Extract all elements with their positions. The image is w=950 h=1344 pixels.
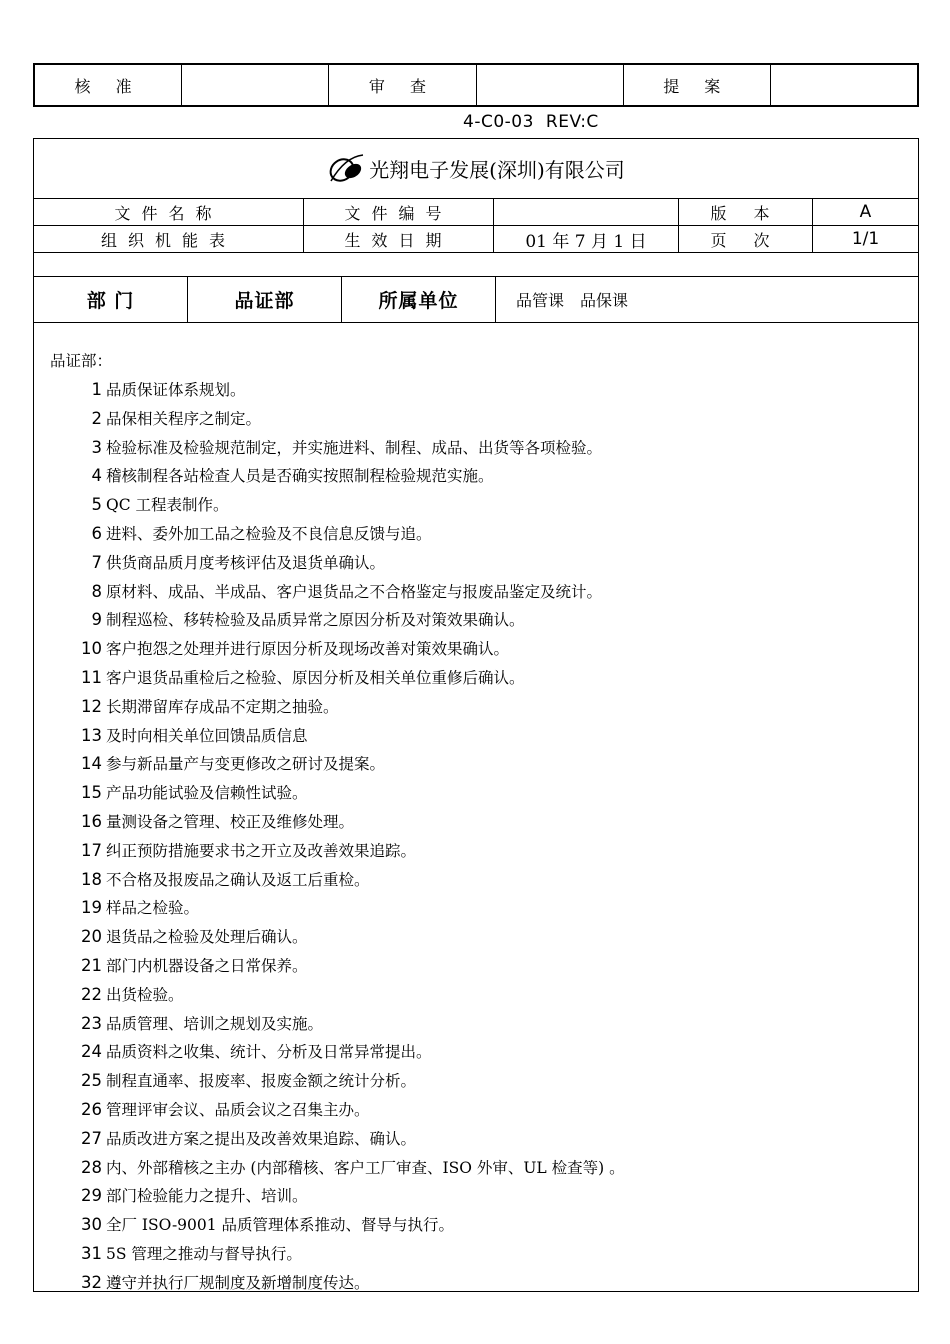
responsibilities-section [34, 323, 918, 1301]
item-number: 16 [81, 811, 102, 831]
doc-no-value [494, 199, 679, 225]
list-item [50, 1272, 918, 1301]
list-item [50, 609, 918, 638]
list-item [50, 638, 918, 667]
version-value: A [859, 202, 872, 222]
item-number: 8 [91, 581, 102, 601]
item-text: 客户抱怨之处理并进行原因分析及现场改善对策效果确认。 [106, 640, 510, 659]
list-item [50, 667, 918, 696]
item-text: 退货品之检验及处理后确认。 [106, 928, 308, 947]
item-text: QC 工程表制作。 [106, 496, 229, 515]
item-number: 28 [81, 1157, 102, 1177]
item-text: 量测设备之管理、校正及维修处理。 [106, 812, 355, 831]
document-form [33, 138, 919, 1292]
spacer-cell [34, 253, 918, 276]
list-item [50, 1157, 918, 1186]
item-number: 29 [81, 1186, 102, 1206]
approve-label: 核 准 [35, 65, 182, 105]
list-item [50, 811, 918, 840]
item-text: 产品功能试验及信赖性试验。 [106, 784, 308, 803]
item-text: 出货检验。 [106, 985, 184, 1004]
list-item [50, 1070, 918, 1099]
list-item [50, 782, 918, 811]
item-text: 纠正预防措施要求书之开立及改善效果追踪。 [106, 841, 417, 860]
list-item [50, 581, 918, 610]
item-text: 部门内机器设备之日常保养。 [106, 956, 308, 975]
unit-value: 品管课 品保课 [516, 291, 629, 310]
list-item [50, 1099, 918, 1128]
list-item [50, 1243, 918, 1272]
item-text: 稽核制程各站检查人员是否确实按照制程检验规范实施。 [106, 467, 494, 486]
unit-label: 所属单位 [342, 277, 496, 322]
doc-code: 4-C0-03 [463, 112, 534, 132]
item-text: 检验标准及检验规范制定，并实施进料、制程、成品、出货等各项检验。 [106, 438, 603, 457]
item-text: 部门检验能力之提升、培训。 [106, 1187, 308, 1206]
list-item [50, 552, 918, 581]
list-item [50, 437, 918, 466]
item-text: 品质资料之收集、统计、分析及日常异常提出。 [106, 1043, 432, 1062]
department-value: 品证部 [188, 277, 342, 322]
doc-no-label: 文件编号 [304, 199, 494, 225]
item-text: 制程直通率、报废率、报废金额之统计分析。 [106, 1072, 417, 1091]
item-number: 10 [81, 639, 102, 659]
item-number: 5 [91, 495, 102, 515]
list-item [50, 926, 918, 955]
doc-name-value: 组织机能表 [34, 226, 304, 252]
header-row-2 [34, 226, 918, 253]
item-number: 21 [81, 955, 102, 975]
list-item [50, 1128, 918, 1157]
list-item [50, 379, 918, 408]
item-text: 管理评审会议、品质会议之召集主办。 [106, 1100, 370, 1119]
review-label: 审 查 [329, 65, 476, 105]
list-item [50, 1214, 918, 1243]
document-number [463, 112, 599, 132]
item-text: 品保相关程序之制定。 [106, 409, 262, 428]
header-row-1 [34, 199, 918, 226]
list-item [50, 753, 918, 782]
item-number: 25 [81, 1071, 102, 1091]
list-item [50, 465, 918, 494]
item-number: 27 [81, 1128, 102, 1148]
item-text: 品质管理、培训之规划及实施。 [106, 1014, 324, 1033]
item-number: 17 [81, 840, 102, 860]
item-text: 不合格及报废品之确认及返工后重检。 [106, 870, 370, 889]
item-number: 19 [81, 898, 102, 918]
list-item [50, 696, 918, 725]
list-item [50, 955, 918, 984]
list-item [50, 523, 918, 552]
item-number: 20 [81, 927, 102, 947]
item-text: 5S 管理之推动与督导执行。 [106, 1244, 302, 1263]
list-item [50, 1041, 918, 1070]
version-label: 版 本 [679, 199, 813, 225]
item-text: 品质改进方案之提出及改善效果追踪、确认。 [106, 1129, 417, 1148]
item-text: 遵守并执行厂规制度及新增制度传达。 [106, 1273, 370, 1292]
section-intro: 品证部： [50, 352, 113, 370]
propose-label: 提 案 [624, 65, 771, 105]
item-text: 供货商品质月度考核评估及退货单确认。 [106, 553, 386, 572]
item-number: 31 [81, 1243, 102, 1263]
list-item [50, 869, 918, 898]
item-number: 2 [91, 408, 102, 428]
item-number: 13 [81, 725, 102, 745]
item-text: 进料、委外加工品之检验及不良信息反馈与追。 [106, 524, 432, 543]
item-text: 内、外部稽核之主办 (内部稽核、客户工厂审查、ISO 外审、UL 检查等) 。 [106, 1158, 625, 1177]
item-text: 全厂 ISO-9001 品质管理体系推动、督导与执行。 [106, 1216, 455, 1235]
list-item [50, 408, 918, 437]
list-item [50, 897, 918, 926]
item-text: 参与新品量产与变更修改之研讨及提案。 [106, 755, 386, 774]
item-number: 23 [81, 1013, 102, 1033]
item-number: 9 [91, 610, 102, 630]
list-item [50, 1013, 918, 1042]
page-label: 页 次 [679, 226, 813, 252]
item-text: 制程巡检、移转检验及品质异常之原因分析及对策效果确认。 [106, 611, 525, 630]
item-number: 32 [81, 1272, 102, 1292]
doc-name-label: 文件名称 [34, 199, 304, 225]
item-number: 4 [91, 466, 102, 486]
item-text: 客户退货品重检后之检验、原因分析及相关单位重修后确认。 [106, 668, 525, 687]
effective-date-value: 01 年 7 月 1 日 [494, 226, 679, 252]
list-item [50, 1185, 918, 1214]
item-number: 24 [81, 1042, 102, 1062]
item-number: 18 [81, 869, 102, 889]
company-name: 光翔电子发展(深圳)有限公司 [369, 158, 625, 182]
item-number: 15 [81, 783, 102, 803]
item-number: 22 [81, 984, 102, 1004]
list-item [50, 494, 918, 523]
item-text: 长期滞留库存成品不定期之抽验。 [106, 697, 339, 716]
item-number: 12 [81, 696, 102, 716]
item-text: 及时向相关单位回馈品质信息 [106, 726, 308, 745]
company-logo-icon [327, 151, 367, 187]
department-label: 部 门 [34, 277, 188, 322]
item-number: 11 [81, 667, 102, 687]
effective-date-label: 生效日期 [304, 226, 494, 252]
company-header [34, 139, 918, 199]
propose-signature-cell [771, 65, 917, 105]
responsibility-list [50, 379, 918, 1301]
review-signature-cell [477, 65, 624, 105]
item-number: 14 [81, 754, 102, 774]
item-number: 26 [81, 1099, 102, 1119]
item-number: 30 [81, 1215, 102, 1235]
item-text: 原材料、成品、半成品、客户退货品之不合格鉴定与报废品鉴定及统计。 [106, 582, 603, 601]
approval-table [33, 63, 919, 107]
page-value: 1/1 [851, 229, 880, 249]
item-text: 品质保证体系规划。 [106, 381, 246, 399]
item-text: 样品之检验。 [106, 899, 200, 918]
list-item [50, 984, 918, 1013]
item-number: 7 [91, 552, 102, 572]
item-number: 1 [91, 380, 102, 399]
list-item [50, 840, 918, 869]
list-item [50, 725, 918, 754]
doc-revision: REV:C [545, 112, 599, 132]
item-number: 3 [91, 437, 102, 457]
item-number: 6 [91, 523, 102, 543]
department-row [34, 277, 918, 323]
approve-signature-cell [182, 65, 329, 105]
spacer-row [34, 253, 918, 277]
